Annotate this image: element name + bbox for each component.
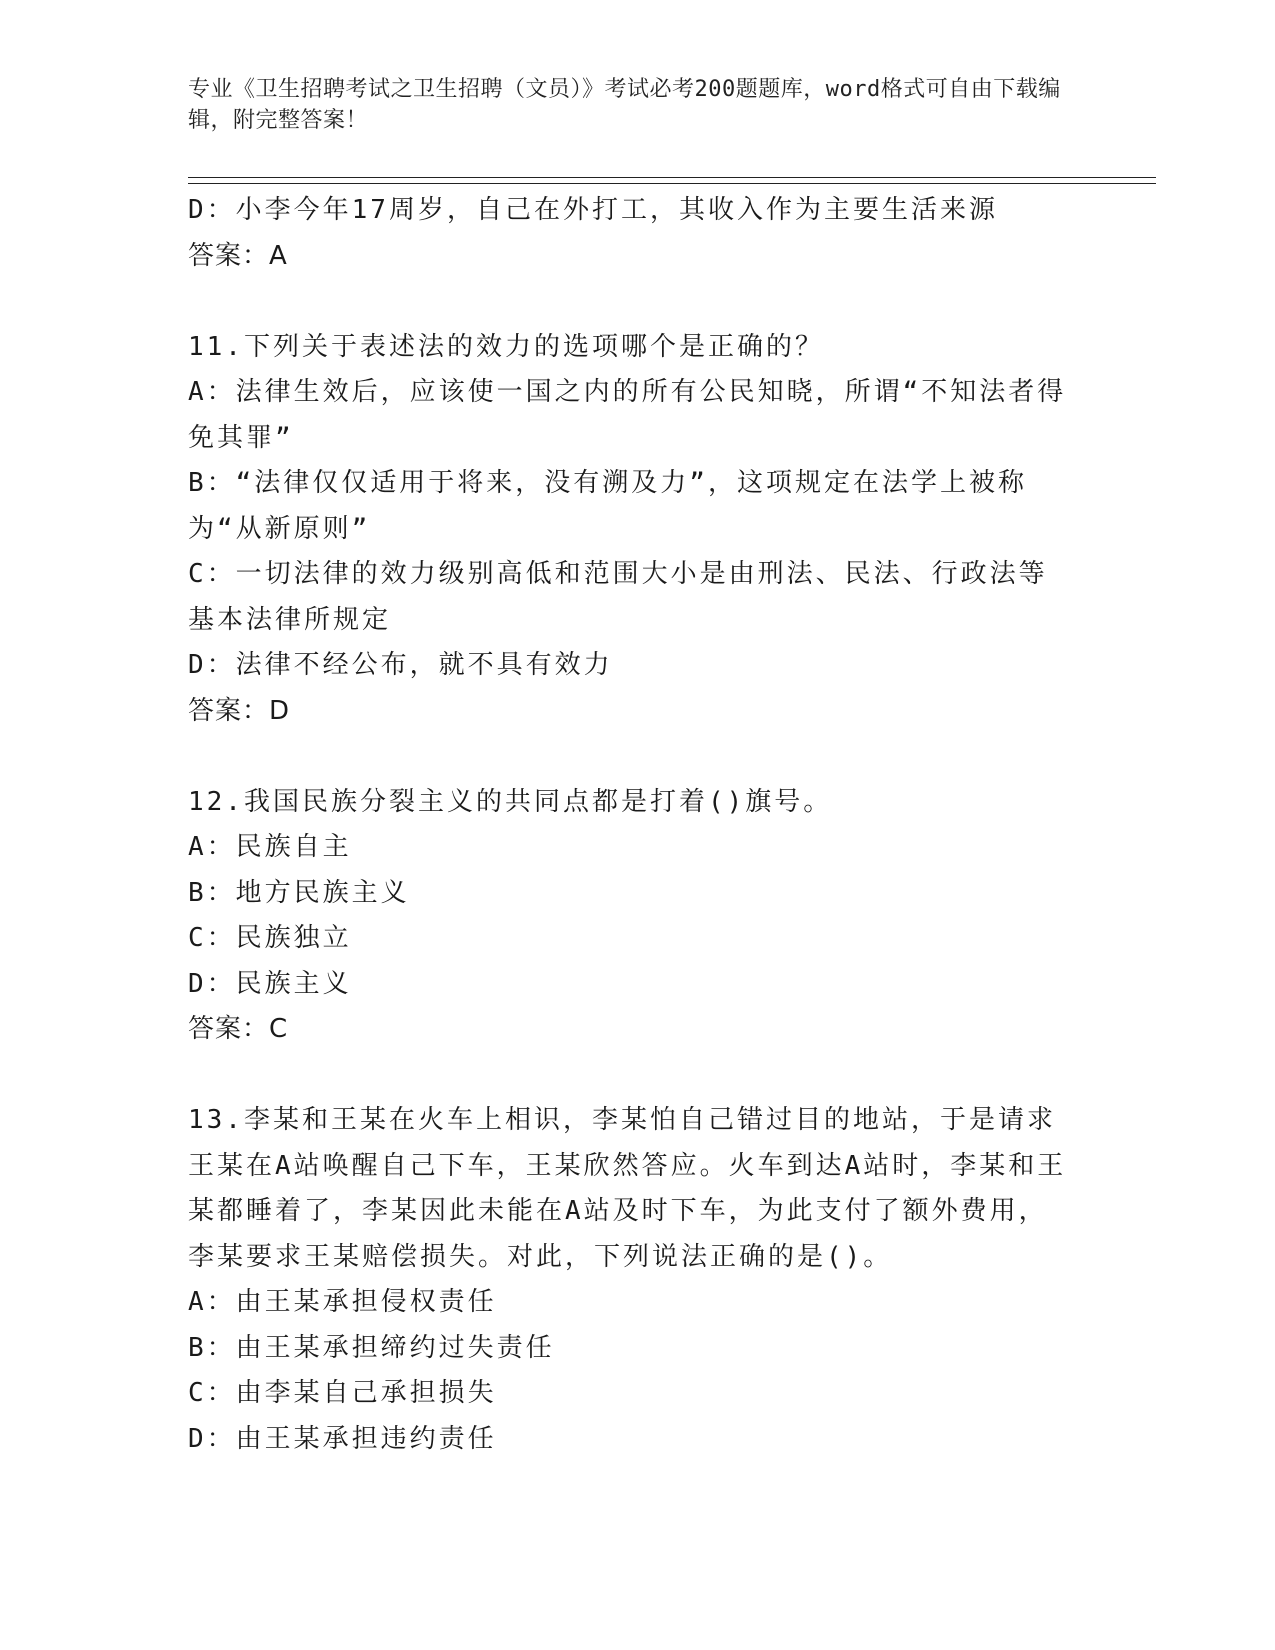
question-list <box>188 188 1088 1462</box>
q12-option-b: B：地方民族主义 <box>188 877 410 908</box>
q11-option-a: A：法律生效后，应该使一国之内的所有公民知晓，所谓“不知法者得免其罪” <box>188 377 1067 453</box>
q11-option-d: D：法律不经公布，就不具有效力 <box>188 650 613 680</box>
prev-answer: 答案：A <box>188 240 288 271</box>
page-header: 专业《卫生招聘考试之卫生招聘（文员）》考试必考200题题库，word格式可自由下载编辑，附完整答案！ <box>188 77 1061 133</box>
header-rule-top <box>188 177 1156 178</box>
prev-option-d: D：小李今年17周岁，自己在外打工，其收入作为主要生活来源 <box>188 195 998 225</box>
q13-option-b: B：由王某承担缔约过失责任 <box>188 1332 555 1363</box>
q11-option-c: C：一切法律的效力级别高低和范围大小是由刑法、民法、行政法等基本法律所规定 <box>188 559 1048 635</box>
q11-answer: 答案：D <box>188 695 291 726</box>
q13-stem: 13.李某和王某在火车上相识，李某怕自己错过目的地站，于是请求王某在A站唤醒自己下车，王某欣然答应。火车到达A站时，李某和王某都睡着了，李某因此未能在A站及时下车，为此支付了额外费用，李某要求王某赔偿损失。对此，下列说法正确的是()。 <box>188 1105 1067 1272</box>
q12-stem: 12.我国民族分裂主义的共同点都是打着()旗号。 <box>188 786 833 817</box>
header-rule-bottom <box>188 183 1156 184</box>
q11-stem: 11.下列关于表述法的效力的选项哪个是正确的？ <box>188 331 824 362</box>
q11-option-b: B：“法律仅仅适用于将来，没有溯及力”，这项规定在法学上被称为“从新原则” <box>188 468 1027 544</box>
q12-option-a: A：民族自主 <box>188 832 352 862</box>
q12-answer: 答案：C <box>188 1014 289 1044</box>
spacer <box>188 279 1088 325</box>
q12-option-d: D：民族主义 <box>188 968 352 999</box>
spacer <box>188 1053 1088 1099</box>
q13-option-c: C：由李某自己承担损失 <box>188 1378 497 1408</box>
q13-option-a: A：由王某承担侵权责任 <box>188 1287 497 1317</box>
q12-option-c: C：民族独立 <box>188 923 352 953</box>
q13-option-d: D：由王某承担违约责任 <box>188 1423 497 1454</box>
spacer <box>188 734 1088 780</box>
